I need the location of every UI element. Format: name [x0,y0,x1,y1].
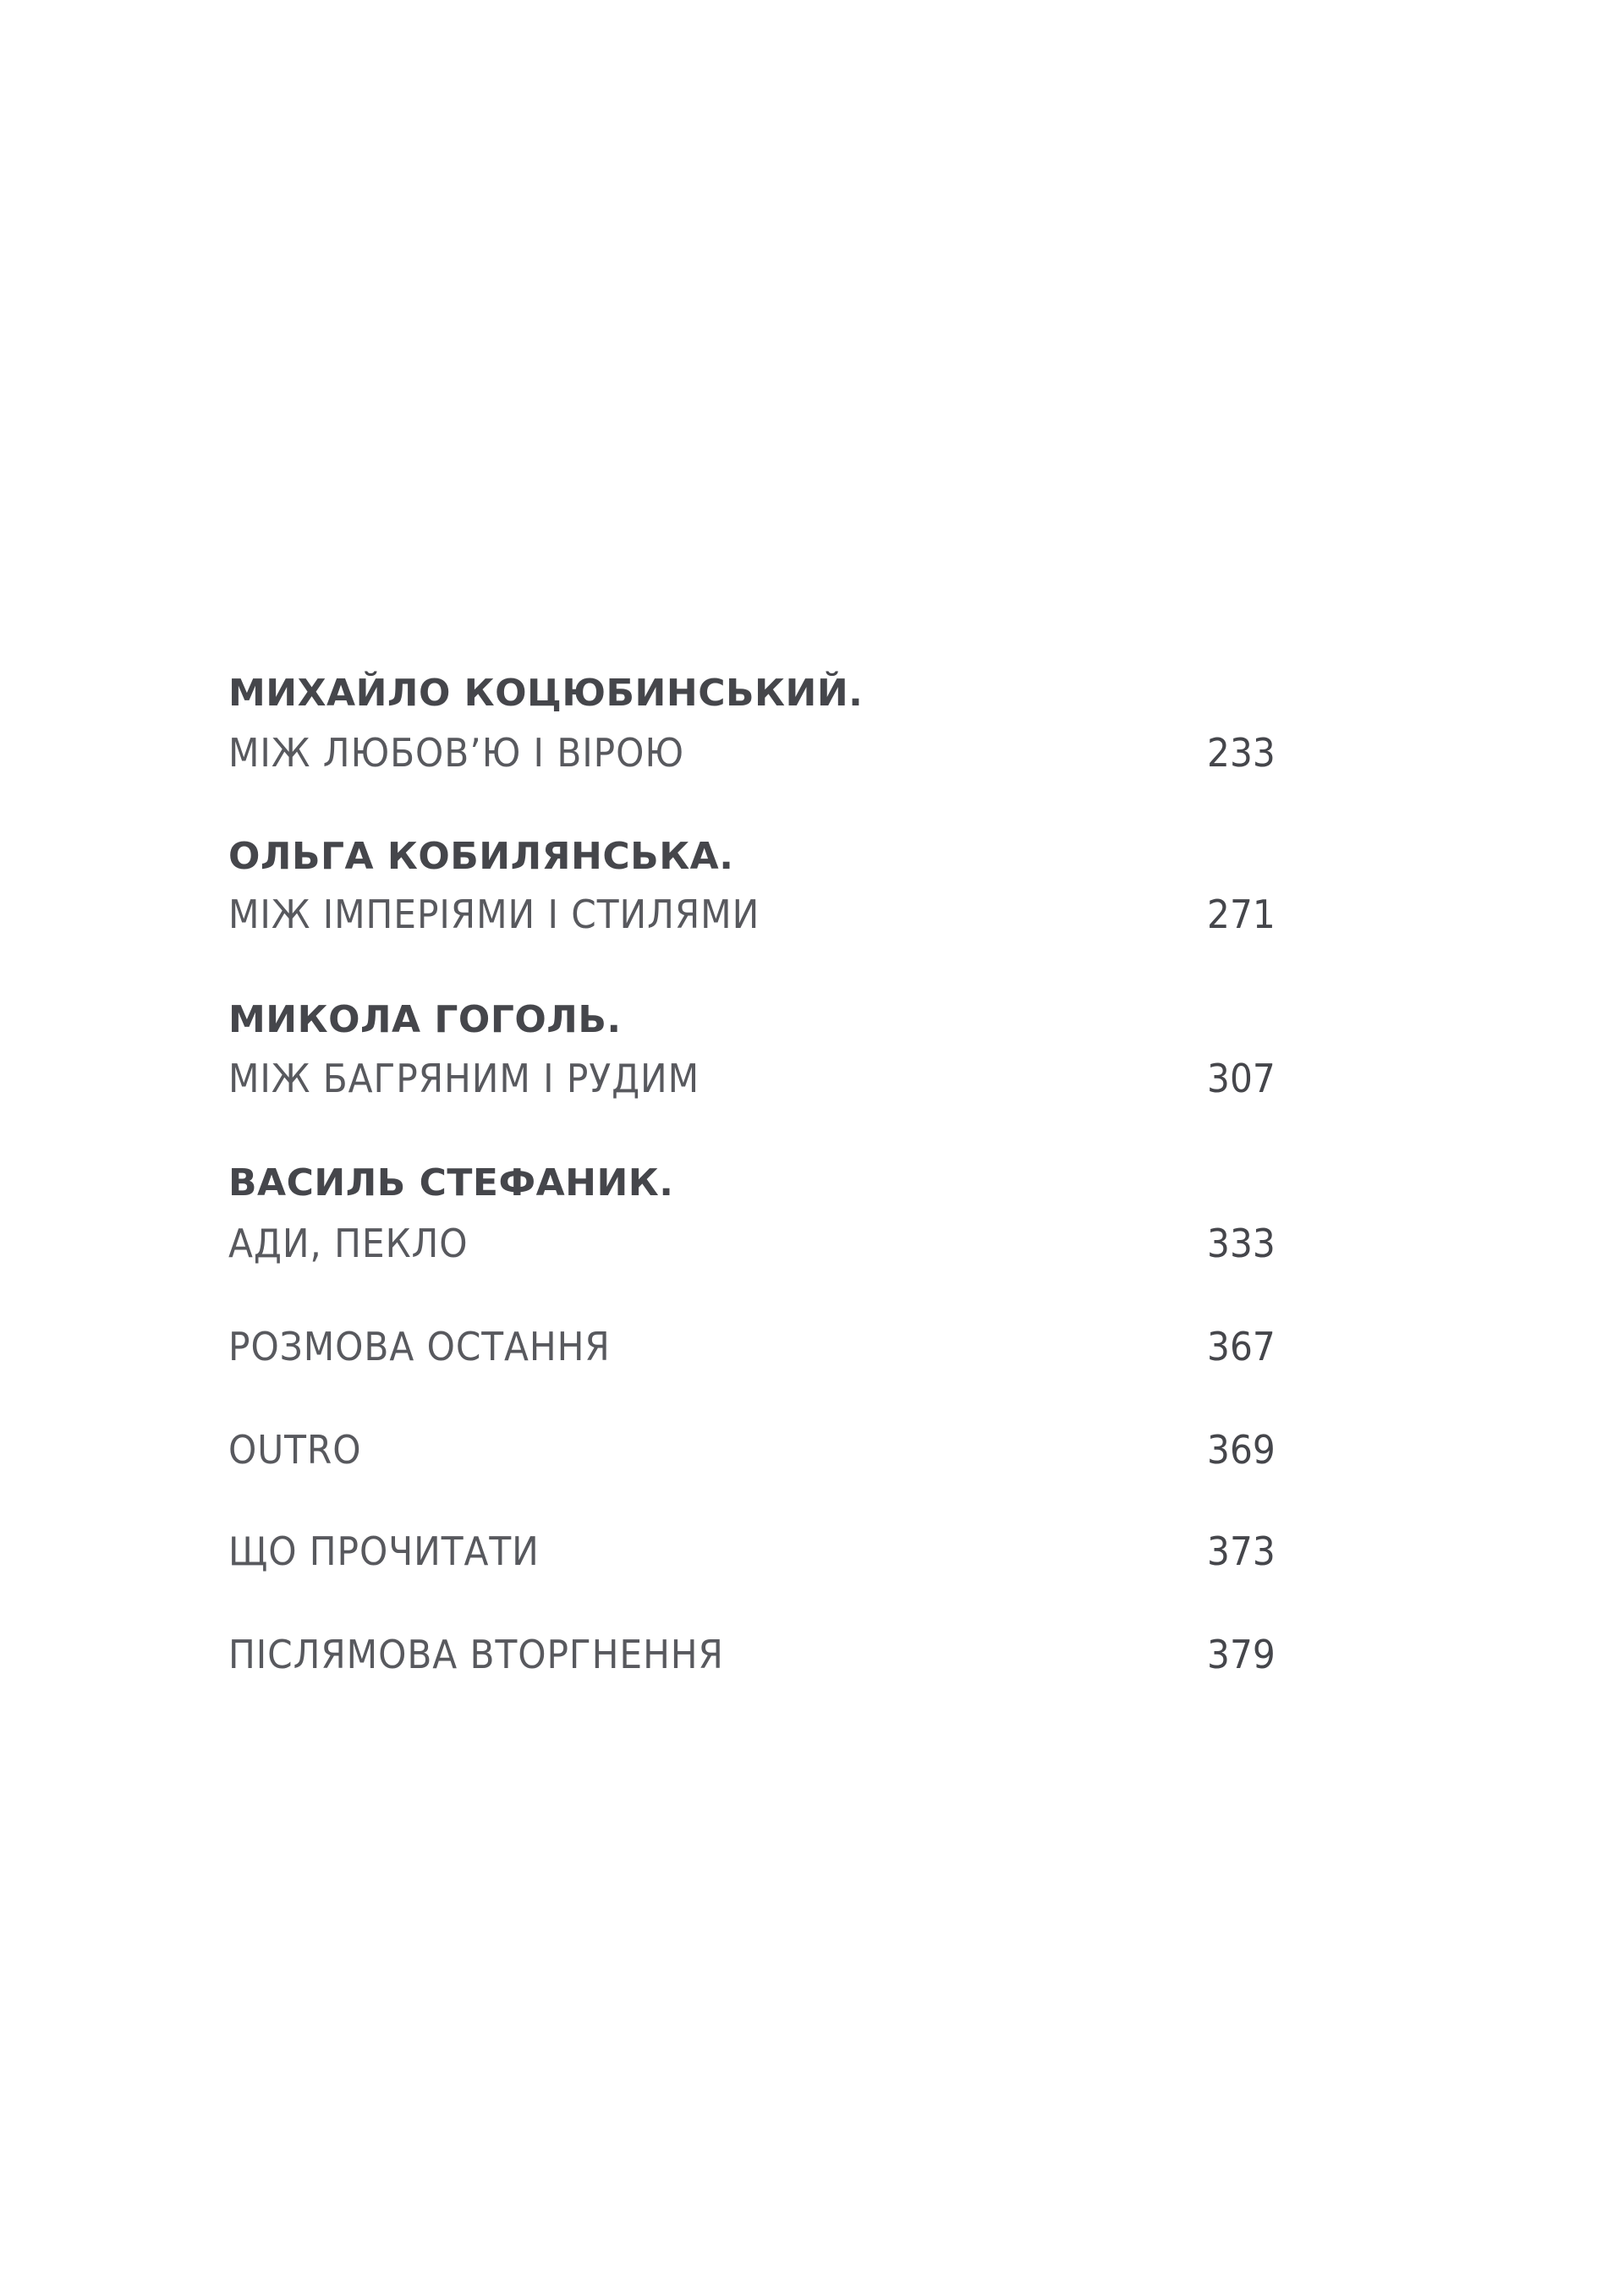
page-number: 379 [1207,1632,1276,1677]
page-number: 369 [1207,1427,1276,1473]
toc-entry[interactable] [228,1218,1276,1269]
entry-title: РОЗМОВА ОСТАННЯ [228,1324,611,1369]
page-number: 373 [1207,1528,1276,1574]
toc-entry[interactable] [228,1053,1276,1104]
toc-author-heading [228,994,1276,1045]
toc-entry[interactable] [228,1526,1276,1577]
page-number: 233 [1207,730,1276,776]
entry-title: ПІСЛЯМОВА ВТОРГНЕННЯ [228,1632,724,1677]
page-number: 333 [1207,1221,1276,1266]
entry-title: OUTRO [228,1427,362,1473]
toc-entry[interactable] [228,889,1276,940]
toc-entry[interactable] [228,1629,1276,1680]
entry-title: МІЖ ІМПЕРІЯМИ І СТИЛЯМИ [228,892,760,937]
author-name: ОЛЬГА КОБИЛЯНСЬКА. [228,834,734,878]
entry-title: МІЖ БАГРЯНИМ І РУДИМ [228,1056,700,1101]
entry-title: АДИ, ПЕКЛО [228,1221,469,1266]
author-name: МИХАЙЛО КОЦЮБИНСЬКИЙ. [228,671,864,715]
toc-author-heading [228,1157,1276,1208]
toc-entry[interactable] [228,1424,1276,1475]
toc-entry[interactable] [228,727,1276,778]
author-name: ВАСИЛЬ СТЕФАНИК. [228,1161,674,1205]
page-number: 367 [1207,1324,1276,1369]
page-number: 271 [1207,892,1276,937]
toc-author-heading [228,831,1276,881]
toc-author-heading [228,667,1276,718]
entry-title: МІЖ ЛЮБОВ’Ю І ВІРОЮ [228,730,684,776]
author-name: МИКОЛА ГОГОЛЬ. [228,997,622,1041]
page-number: 307 [1207,1056,1276,1101]
entry-title: ЩО ПРОЧИТАТИ [228,1528,540,1574]
toc-entry[interactable] [228,1321,1276,1372]
